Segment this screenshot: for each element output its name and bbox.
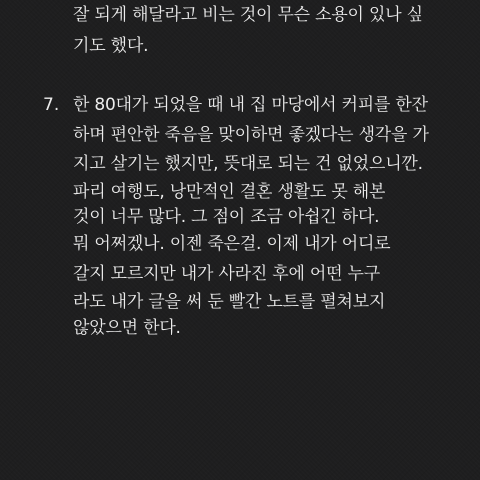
list-item-line: 라도 내가 글을 써 둔 빨간 노트를 펼쳐보지 [73, 292, 386, 312]
list-item-line: 것이 너무 많다. 그 점이 조금 아쉽긴 하다. [73, 207, 380, 227]
list-item-line: 파리 여행도, 낭만적인 결혼 생활도 못 해본 [73, 182, 386, 202]
paragraph-line: 기도 했다. [73, 36, 149, 56]
list-item-number: 7. [43, 95, 60, 115]
list-item-line: 갈지 모르지만 내가 사라진 후에 어떤 누구 [73, 264, 380, 284]
list-item-line: 뭐 어쩌겠나. 이젠 죽은걸. 이제 내가 어디로 [73, 234, 391, 254]
list-item-line: 하며 편안한 죽음을 맞이하면 좋겠다는 생각을 가 [73, 125, 429, 145]
list-item-line: 한 80대가 되었을 때 내 집 마당에서 커피를 한잔 [73, 95, 428, 115]
paragraph-line: 잘 되게 해달라고 비는 것이 무슨 소용이 있나 싶 [73, 5, 423, 25]
list-item-line: 않았으면 한다. [73, 318, 181, 338]
list-item-line: 지고 살기는 했지만, 뜻대로 되는 건 없었으니깐. [73, 154, 423, 174]
